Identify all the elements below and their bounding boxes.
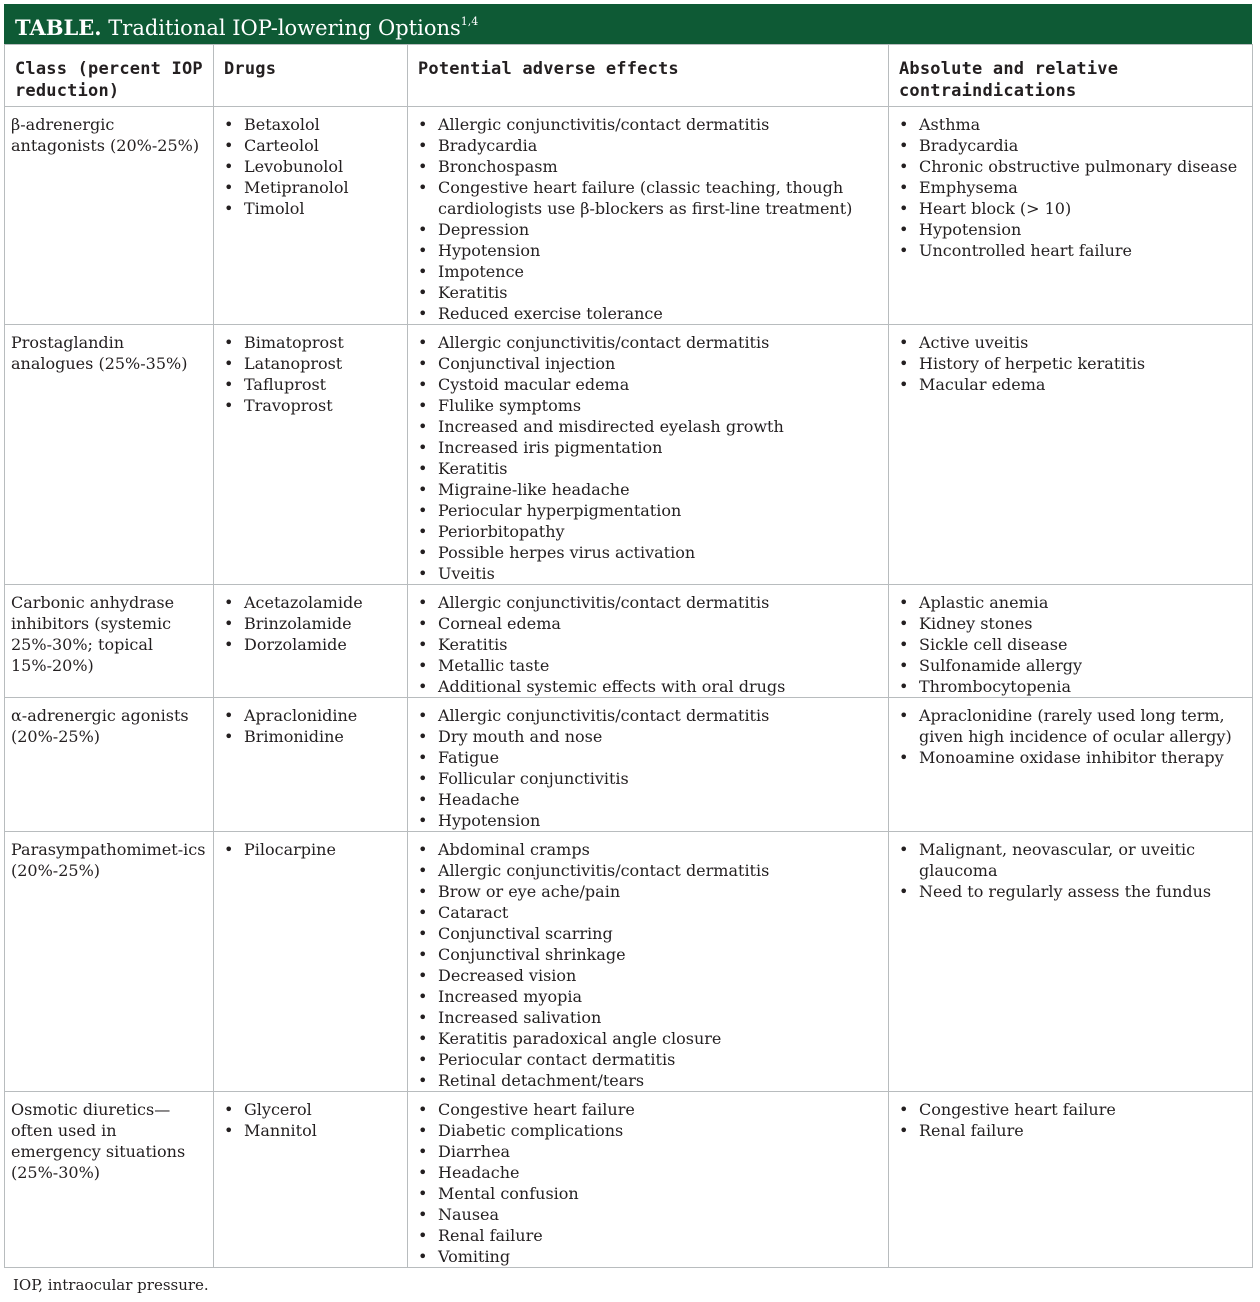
adverse-effect-item: • Periorbitopathy	[414, 521, 882, 542]
adverse-effect-item: • Congestive heart failure	[414, 1099, 882, 1120]
table-row	[5, 325, 1253, 585]
table-footnote: IOP, intraocular pressure.	[13, 1276, 209, 1294]
table-row	[5, 585, 1253, 698]
contraindication-item: • Apraclonidine (rarely used long term, given high incidence of ocular allergy)	[895, 705, 1246, 747]
adverse-effect-item: • Increased and misdirected eyelash growth	[414, 416, 882, 437]
contraindication-item: • Uncontrolled heart failure	[895, 240, 1246, 261]
adverse-effect-item: • Brow or eye ache/pain	[414, 881, 882, 902]
drug-item: • Timolol	[220, 198, 401, 219]
adverse-effect-item: • Allergic conjunctivitis/contact dermatitis	[414, 592, 882, 613]
contraindications-cell	[889, 698, 1253, 832]
contraindication-item: • Malignant, neovascular, or uveitic glaucoma	[895, 839, 1246, 881]
drugs-cell	[214, 325, 408, 585]
contraindications-cell	[889, 585, 1253, 698]
drugs-cell	[214, 832, 408, 1092]
adverse-effect-item: • Periocular hyperpigmentation	[414, 500, 882, 521]
adverse-effect-item: • Keratitis	[414, 282, 882, 303]
adverse-effect-item: • Periocular contact dermatitis	[414, 1049, 882, 1070]
drug-item: • Levobunolol	[220, 156, 401, 177]
contraindications-list	[895, 332, 1246, 395]
adverse-effect-item: • Bronchospasm	[414, 156, 882, 177]
drugs-list	[220, 705, 401, 747]
class-cell: Carbonic anhydrase inhibitors (systemic 25%-30%; topical 15%-20%)	[5, 585, 214, 698]
adverse-effect-item: • Allergic conjunctivitis/contact dermatitis	[414, 114, 882, 135]
class-cell: Prostaglandin analogues (25%-35%)	[5, 325, 214, 585]
column-header-drugs: Drugs	[214, 45, 408, 107]
adverse-effects-list	[414, 592, 882, 697]
contraindication-item: • Heart block (> 10)	[895, 198, 1246, 219]
drugs-list	[220, 839, 401, 860]
adverse-effect-item: • Flulike symptoms	[414, 395, 882, 416]
adverse-effect-item: • Increased iris pigmentation	[414, 437, 882, 458]
adverse-effects-cell	[408, 832, 889, 1092]
contraindications-cell	[889, 325, 1253, 585]
header-row	[5, 45, 1253, 107]
contraindication-item: • Congestive heart failure	[895, 1099, 1246, 1120]
adverse-effect-item: • Possible herpes virus activation	[414, 542, 882, 563]
adverse-effects-cell	[408, 107, 889, 325]
adverse-effects-cell	[408, 325, 889, 585]
drug-item: • Dorzolamide	[220, 634, 401, 655]
contraindication-item: • Macular edema	[895, 374, 1246, 395]
drugs-cell	[214, 698, 408, 832]
contraindications-cell	[889, 107, 1253, 325]
contraindication-item: • Sulfonamide allergy	[895, 655, 1246, 676]
contraindications-list	[895, 114, 1246, 261]
drug-item: • Pilocarpine	[220, 839, 401, 860]
contraindications-list	[895, 705, 1246, 768]
drug-item: • Apraclonidine	[220, 705, 401, 726]
drug-item: • Bimatoprost	[220, 332, 401, 353]
table-row	[5, 1092, 1253, 1268]
drug-item: • Mannitol	[220, 1120, 401, 1141]
contraindication-item: • History of herpetic keratitis	[895, 353, 1246, 374]
adverse-effect-item: • Metallic taste	[414, 655, 882, 676]
iop-table	[4, 44, 1253, 1268]
adverse-effects-list	[414, 1099, 882, 1267]
adverse-effect-item: • Increased salivation	[414, 1007, 882, 1028]
adverse-effect-item: • Hypotension	[414, 810, 882, 831]
drug-item: • Carteolol	[220, 135, 401, 156]
drugs-list	[220, 332, 401, 416]
adverse-effect-item: • Cataract	[414, 902, 882, 923]
adverse-effect-item: • Migraine-like headache	[414, 479, 882, 500]
adverse-effect-item: • Headache	[414, 789, 882, 810]
drugs-cell	[214, 585, 408, 698]
table-body	[5, 107, 1253, 1268]
class-cell: Osmotic diuretics—often used in emergency situations (25%-30%)	[5, 1092, 214, 1268]
drug-item: • Betaxolol	[220, 114, 401, 135]
adverse-effect-item: • Corneal edema	[414, 613, 882, 634]
contraindications-cell	[889, 1092, 1253, 1268]
drug-item: • Glycerol	[220, 1099, 401, 1120]
adverse-effect-item: • Allergic conjunctivitis/contact dermatitis	[414, 705, 882, 726]
column-header-class: Class (percent IOP reduction)	[5, 45, 214, 107]
drug-item: • Acetazolamide	[220, 592, 401, 613]
contraindication-item: • Sickle cell disease	[895, 634, 1246, 655]
adverse-effects-cell	[408, 698, 889, 832]
class-cell: β-adrenergic antagonists (20%-25%)	[5, 107, 214, 325]
adverse-effect-item: • Keratitis	[414, 458, 882, 479]
table-title-text: Traditional IOP-lowering Options	[108, 16, 461, 40]
adverse-effects-list	[414, 332, 882, 584]
contraindication-item: • Need to regularly assess the fundus	[895, 881, 1246, 902]
drug-item: • Metipranolol	[220, 177, 401, 198]
adverse-effect-item: • Uveitis	[414, 563, 882, 584]
adverse-effects-cell	[408, 585, 889, 698]
adverse-effect-item: • Abdominal cramps	[414, 839, 882, 860]
drug-item: • Latanoprost	[220, 353, 401, 374]
adverse-effect-item: • Mental confusion	[414, 1183, 882, 1204]
adverse-effects-cell	[408, 1092, 889, 1268]
adverse-effect-item: • Hypotension	[414, 240, 882, 261]
table-row	[5, 832, 1253, 1092]
table-title-refs: 1,4	[460, 15, 479, 28]
adverse-effect-item: • Vomiting	[414, 1246, 882, 1267]
adverse-effect-item: • Diarrhea	[414, 1141, 882, 1162]
adverse-effects-list	[414, 705, 882, 831]
adverse-effect-item: • Allergic conjunctivitis/contact dermatitis	[414, 332, 882, 353]
table-figure	[4, 4, 1252, 1295]
table-label: TABLE.	[15, 15, 102, 40]
adverse-effect-item: • Headache	[414, 1162, 882, 1183]
drug-item: • Brinzolamide	[220, 613, 401, 634]
contraindication-item: • Asthma	[895, 114, 1246, 135]
adverse-effect-item: • Conjunctival shrinkage	[414, 944, 882, 965]
drugs-list	[220, 114, 401, 219]
contraindication-item: • Active uveitis	[895, 332, 1246, 353]
adverse-effect-item: • Keratitis paradoxical angle closure	[414, 1028, 882, 1049]
contraindications-list	[895, 1099, 1246, 1141]
adverse-effect-item: • Reduced exercise tolerance	[414, 303, 882, 324]
adverse-effect-item: • Cystoid macular edema	[414, 374, 882, 395]
class-cell: Parasympathomimet-ics (20%-25%)	[5, 832, 214, 1092]
adverse-effect-item: • Fatigue	[414, 747, 882, 768]
contraindications-list	[895, 839, 1246, 902]
contraindication-item: • Monoamine oxidase inhibitor therapy	[895, 747, 1246, 768]
drugs-cell	[214, 1092, 408, 1268]
table-row	[5, 698, 1253, 832]
class-cell: α-adrenergic agonists (20%-25%)	[5, 698, 214, 832]
column-header-adverse-effects: Potential adverse effects	[408, 45, 889, 107]
adverse-effect-item: • Conjunctival injection	[414, 353, 882, 374]
contraindication-item: • Kidney stones	[895, 613, 1246, 634]
contraindication-item: • Emphysema	[895, 177, 1246, 198]
contraindication-item: • Thrombocytopenia	[895, 676, 1246, 697]
adverse-effect-item: • Additional systemic effects with oral drugs	[414, 676, 882, 697]
adverse-effects-list	[414, 114, 882, 324]
adverse-effect-item: • Renal failure	[414, 1225, 882, 1246]
adverse-effect-item: • Conjunctival scarring	[414, 923, 882, 944]
adverse-effect-item: • Increased myopia	[414, 986, 882, 1007]
adverse-effect-item: • Bradycardia	[414, 135, 882, 156]
adverse-effect-item: • Retinal detachment/tears	[414, 1070, 882, 1091]
contraindication-item: • Bradycardia	[895, 135, 1246, 156]
contraindication-item: • Hypotension	[895, 219, 1246, 240]
table-row	[5, 107, 1253, 325]
adverse-effects-list	[414, 839, 882, 1091]
contraindications-list	[895, 592, 1246, 697]
column-header-contraindications: Absolute and relative contraindications	[889, 45, 1253, 107]
table-title	[4, 4, 1252, 44]
drug-item: • Travoprost	[220, 395, 401, 416]
drugs-list	[220, 592, 401, 655]
contraindication-item: • Renal failure	[895, 1120, 1246, 1141]
adverse-effect-item: • Nausea	[414, 1204, 882, 1225]
drug-item: • Brimonidine	[220, 726, 401, 747]
drugs-cell	[214, 107, 408, 325]
contraindications-cell	[889, 832, 1253, 1092]
contraindication-item: • Chronic obstructive pulmonary disease	[895, 156, 1246, 177]
adverse-effect-item: • Impotence	[414, 261, 882, 282]
drug-item: • Tafluprost	[220, 374, 401, 395]
adverse-effect-item: • Allergic conjunctivitis/contact dermatitis	[414, 860, 882, 881]
adverse-effect-item: • Congestive heart failure (classic teaching, though cardiologists use β-blockers as first-line treatment)	[414, 177, 882, 219]
adverse-effect-item: • Keratitis	[414, 634, 882, 655]
contraindication-item: • Aplastic anemia	[895, 592, 1246, 613]
adverse-effect-item: • Dry mouth and nose	[414, 726, 882, 747]
adverse-effect-item: • Follicular conjunctivitis	[414, 768, 882, 789]
drugs-list	[220, 1099, 401, 1141]
adverse-effect-item: • Depression	[414, 219, 882, 240]
adverse-effect-item: • Diabetic complications	[414, 1120, 882, 1141]
adverse-effect-item: • Decreased vision	[414, 965, 882, 986]
